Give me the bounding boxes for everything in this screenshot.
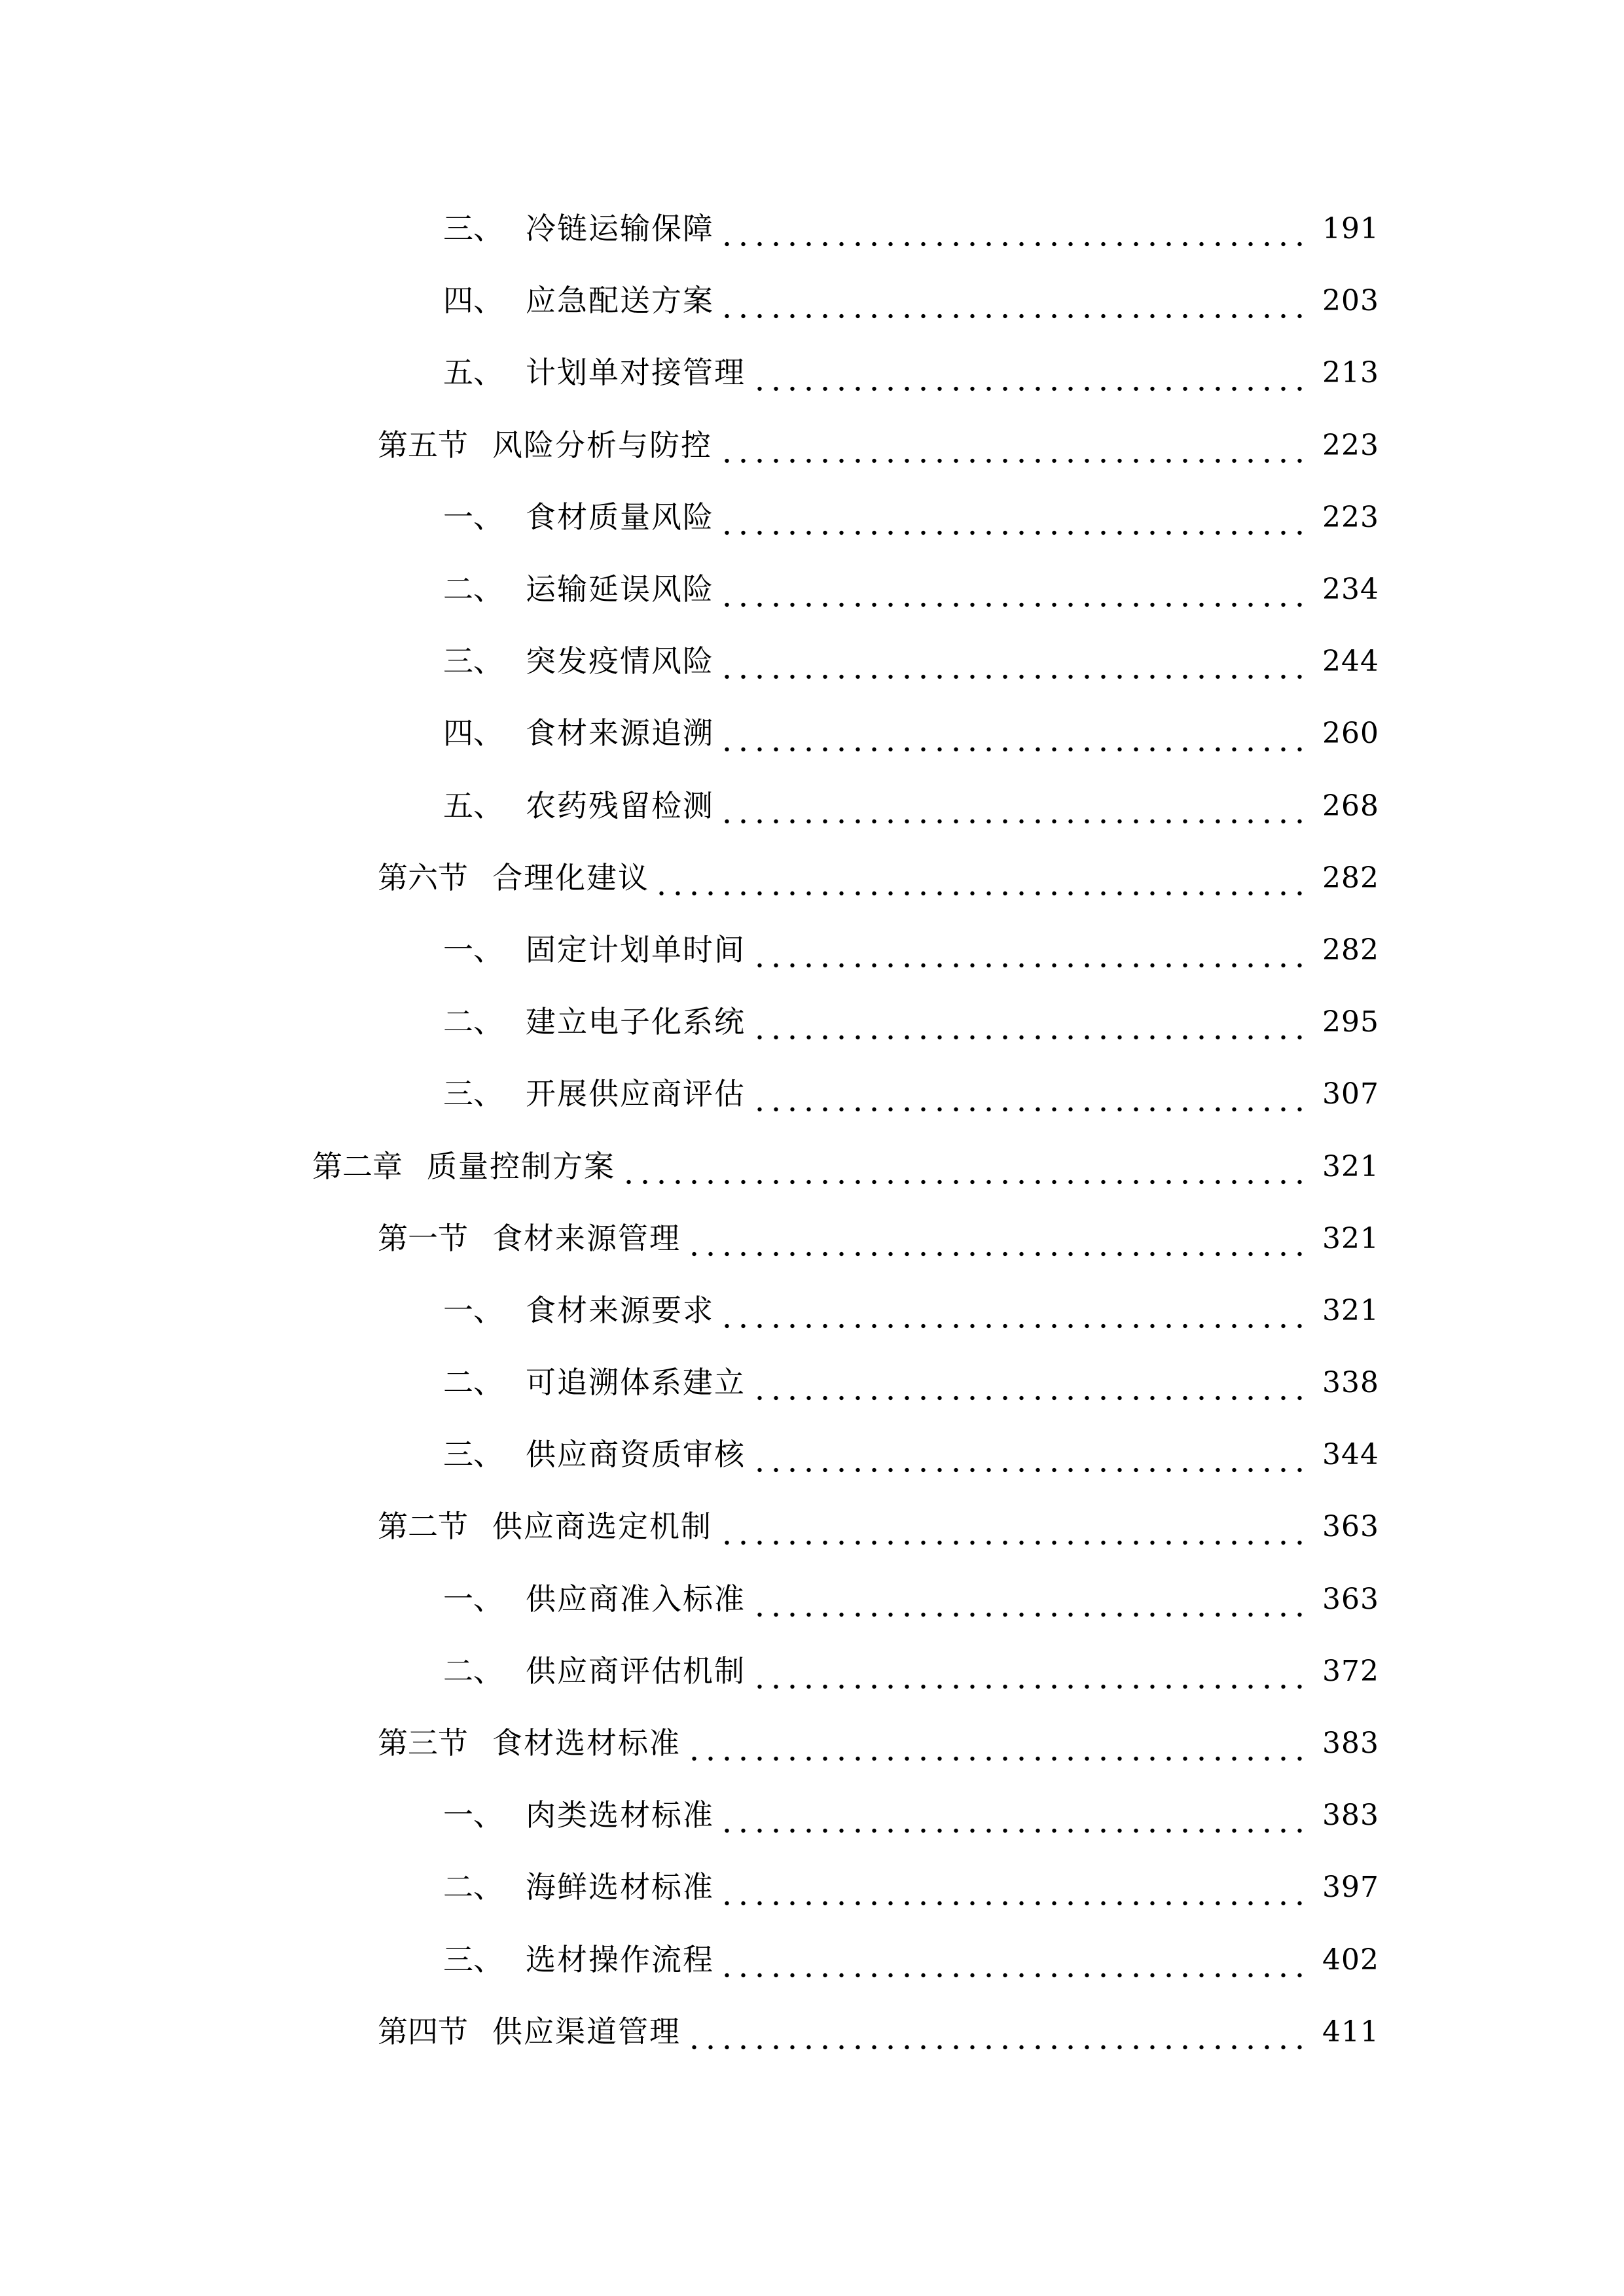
dot-leader xyxy=(751,1588,1313,1619)
toc-entry[interactable] xyxy=(0,410,1624,482)
toc-page-number: 213 xyxy=(1322,356,1379,390)
toc-page-number: 223 xyxy=(1322,428,1379,462)
toc-page-number: 223 xyxy=(1322,500,1379,534)
toc-title: 食材质量风险 xyxy=(526,500,714,534)
toc-page-number: 260 xyxy=(1322,717,1379,751)
dot-leader xyxy=(719,579,1313,609)
toc-number: 二、 xyxy=(443,1654,503,1688)
toc-number: 二、 xyxy=(443,1366,503,1400)
toc-entry[interactable] xyxy=(0,482,1624,554)
toc-label xyxy=(443,286,714,316)
table-of-contents xyxy=(0,193,1624,2068)
toc-entry[interactable] xyxy=(0,1636,1624,1708)
toc-number: 第二章 xyxy=(312,1149,403,1183)
toc-label xyxy=(378,1512,712,1542)
toc-label xyxy=(443,1368,746,1398)
toc-title: 风险分析与防控 xyxy=(492,428,712,462)
toc-label xyxy=(443,1801,714,1831)
toc-title: 运输延误风险 xyxy=(526,573,714,607)
toc-title: 食材来源要求 xyxy=(526,1293,714,1327)
toc-number: 二、 xyxy=(443,573,503,607)
dot-leader xyxy=(719,723,1313,753)
toc-title: 质量控制方案 xyxy=(427,1149,615,1183)
toc-entry[interactable] xyxy=(0,698,1624,770)
dot-leader xyxy=(751,1011,1313,1041)
dot-leader xyxy=(751,1083,1313,1113)
toc-entry[interactable] xyxy=(0,1852,1624,1924)
toc-title: 突发疫情风险 xyxy=(526,645,714,679)
dot-leader xyxy=(719,1949,1313,1979)
toc-label xyxy=(378,1221,681,1255)
toc-entry[interactable] xyxy=(0,1058,1624,1130)
toc-page-number: 411 xyxy=(1322,2015,1379,2049)
toc-entry[interactable] xyxy=(0,265,1624,337)
toc-label xyxy=(443,1440,746,1470)
toc-title: 开展供应商评估 xyxy=(526,1077,746,1111)
toc-number: 第二节 xyxy=(378,1510,468,1544)
toc-entry[interactable] xyxy=(0,1564,1624,1636)
toc-page-number: 268 xyxy=(1322,789,1379,823)
toc-label xyxy=(443,575,714,605)
toc-number: 三、 xyxy=(443,1943,503,1977)
toc-page-number: 321 xyxy=(1322,1221,1379,1255)
toc-title: 计划单对接管理 xyxy=(526,356,746,390)
toc-title: 食材来源管理 xyxy=(492,1221,681,1255)
toc-entry[interactable] xyxy=(0,1491,1624,1563)
toc-title: 供应商资质审核 xyxy=(526,1438,746,1472)
toc-label xyxy=(443,358,746,388)
toc-label xyxy=(443,935,746,965)
toc-number: 第一节 xyxy=(378,1221,468,1255)
toc-title: 农药残留检测 xyxy=(526,789,714,823)
dot-leader xyxy=(719,290,1313,320)
toc-title: 海鲜选材标准 xyxy=(526,1871,714,1905)
dot-leader xyxy=(686,1732,1313,1763)
toc-number: 二、 xyxy=(443,1871,503,1905)
toc-title: 供应商选定机制 xyxy=(492,1510,712,1544)
toc-label xyxy=(443,1293,714,1327)
toc-page-number: 307 xyxy=(1322,1077,1379,1111)
toc-label xyxy=(443,1654,746,1688)
toc-number: 二、 xyxy=(443,1005,503,1039)
dot-leader xyxy=(655,867,1313,897)
toc-entry[interactable] xyxy=(0,1347,1624,1419)
toc-label xyxy=(378,2017,681,2047)
toc-entry[interactable] xyxy=(0,626,1624,698)
toc-page-number: 282 xyxy=(1322,933,1379,967)
toc-page-number: 363 xyxy=(1322,1510,1379,1544)
toc-page-number: 397 xyxy=(1322,1871,1379,1905)
toc-label xyxy=(443,719,714,749)
toc-page-number: 363 xyxy=(1322,1582,1379,1616)
toc-page-number: 244 xyxy=(1322,645,1379,679)
toc-number: 一、 xyxy=(443,1582,503,1616)
toc-title: 固定计划单时间 xyxy=(526,933,746,967)
dot-leader xyxy=(686,1228,1313,1258)
toc-number: 一、 xyxy=(443,933,503,967)
toc-entry[interactable] xyxy=(0,1275,1624,1347)
dot-leader xyxy=(686,2021,1313,2051)
toc-number: 第四节 xyxy=(378,2015,468,2049)
toc-label xyxy=(443,1007,746,1037)
toc-number: 四、 xyxy=(443,717,503,751)
toc-entry[interactable] xyxy=(0,554,1624,626)
toc-number: 第三节 xyxy=(378,1727,468,1761)
toc-title: 建立电子化系统 xyxy=(526,1005,746,1039)
toc-label xyxy=(443,500,714,534)
toc-entry[interactable] xyxy=(0,914,1624,986)
dot-leader xyxy=(719,795,1313,825)
dot-leader xyxy=(719,651,1313,681)
toc-page-number: 402 xyxy=(1322,1943,1379,1977)
toc-entry[interactable] xyxy=(0,1924,1624,1996)
toc-number: 三、 xyxy=(443,645,503,679)
toc-number: 一、 xyxy=(443,1293,503,1327)
toc-entry[interactable] xyxy=(0,1130,1624,1202)
toc-page-number: 203 xyxy=(1322,284,1379,318)
toc-label xyxy=(378,863,649,893)
toc-number: 三、 xyxy=(443,212,503,246)
dot-leader xyxy=(621,1156,1313,1186)
toc-title: 合理化建议 xyxy=(492,861,649,895)
toc-title: 供应商准入标准 xyxy=(526,1582,746,1616)
toc-entry[interactable] xyxy=(0,986,1624,1058)
dot-leader xyxy=(751,939,1313,969)
toc-label xyxy=(378,428,712,462)
toc-page-number: 321 xyxy=(1322,1149,1379,1183)
toc-label xyxy=(443,791,714,821)
toc-page-number: 383 xyxy=(1322,1799,1379,1833)
toc-entry[interactable] xyxy=(0,337,1624,409)
dot-leader xyxy=(751,363,1313,393)
dot-leader xyxy=(719,507,1313,537)
toc-page-number: 234 xyxy=(1322,573,1379,607)
toc-entry[interactable] xyxy=(0,1996,1624,2068)
toc-label xyxy=(443,647,714,677)
toc-entry[interactable] xyxy=(0,770,1624,842)
toc-number: 五、 xyxy=(443,356,503,390)
toc-number: 三、 xyxy=(443,1438,503,1472)
toc-label xyxy=(443,1582,746,1616)
toc-number: 三、 xyxy=(443,1077,503,1111)
dot-leader xyxy=(719,218,1313,248)
toc-page-number: 383 xyxy=(1322,1727,1379,1761)
toc-label xyxy=(443,1873,714,1903)
toc-entry[interactable] xyxy=(0,1419,1624,1491)
toc-page-number: 191 xyxy=(1322,212,1379,246)
toc-number: 第五节 xyxy=(378,428,468,462)
dot-leader xyxy=(719,1300,1313,1330)
toc-title: 选材操作流程 xyxy=(526,1943,714,1977)
toc-number: 五、 xyxy=(443,789,503,823)
toc-label xyxy=(443,1079,746,1109)
toc-entry[interactable] xyxy=(0,193,1624,265)
toc-entry[interactable] xyxy=(0,1780,1624,1852)
toc-page-number: 344 xyxy=(1322,1438,1379,1472)
dot-leader xyxy=(717,1516,1313,1547)
toc-title: 可追溯体系建立 xyxy=(526,1366,746,1400)
dot-leader xyxy=(751,1372,1313,1402)
toc-number: 第六节 xyxy=(378,861,468,895)
toc-page-number: 282 xyxy=(1322,861,1379,895)
toc-title: 供应渠道管理 xyxy=(492,2015,681,2049)
toc-entry[interactable] xyxy=(0,1708,1624,1780)
toc-label xyxy=(443,214,714,244)
dot-leader xyxy=(719,1804,1313,1835)
toc-number: 一、 xyxy=(443,1799,503,1833)
dot-leader xyxy=(717,435,1313,465)
toc-page-number: 295 xyxy=(1322,1005,1379,1039)
dot-leader xyxy=(751,1660,1313,1691)
toc-page-number: 321 xyxy=(1322,1293,1379,1327)
toc-title: 肉类选材标准 xyxy=(526,1799,714,1833)
toc-title: 供应商评估机制 xyxy=(526,1654,746,1688)
toc-page-number: 338 xyxy=(1322,1366,1379,1400)
dot-leader xyxy=(719,1877,1313,1907)
toc-title: 冷链运输保障 xyxy=(526,212,714,246)
toc-number: 四、 xyxy=(443,284,503,318)
toc-entry[interactable] xyxy=(0,1203,1624,1275)
toc-label xyxy=(378,1729,681,1759)
toc-label xyxy=(312,1149,615,1183)
toc-number: 一、 xyxy=(443,500,503,534)
toc-entry[interactable] xyxy=(0,842,1624,914)
toc-title: 食材选材标准 xyxy=(492,1727,681,1761)
toc-page-number: 372 xyxy=(1322,1654,1379,1688)
toc-title: 食材来源追溯 xyxy=(526,717,714,751)
toc-label xyxy=(443,1945,714,1975)
dot-leader xyxy=(751,1444,1313,1474)
toc-title: 应急配送方案 xyxy=(526,284,714,318)
